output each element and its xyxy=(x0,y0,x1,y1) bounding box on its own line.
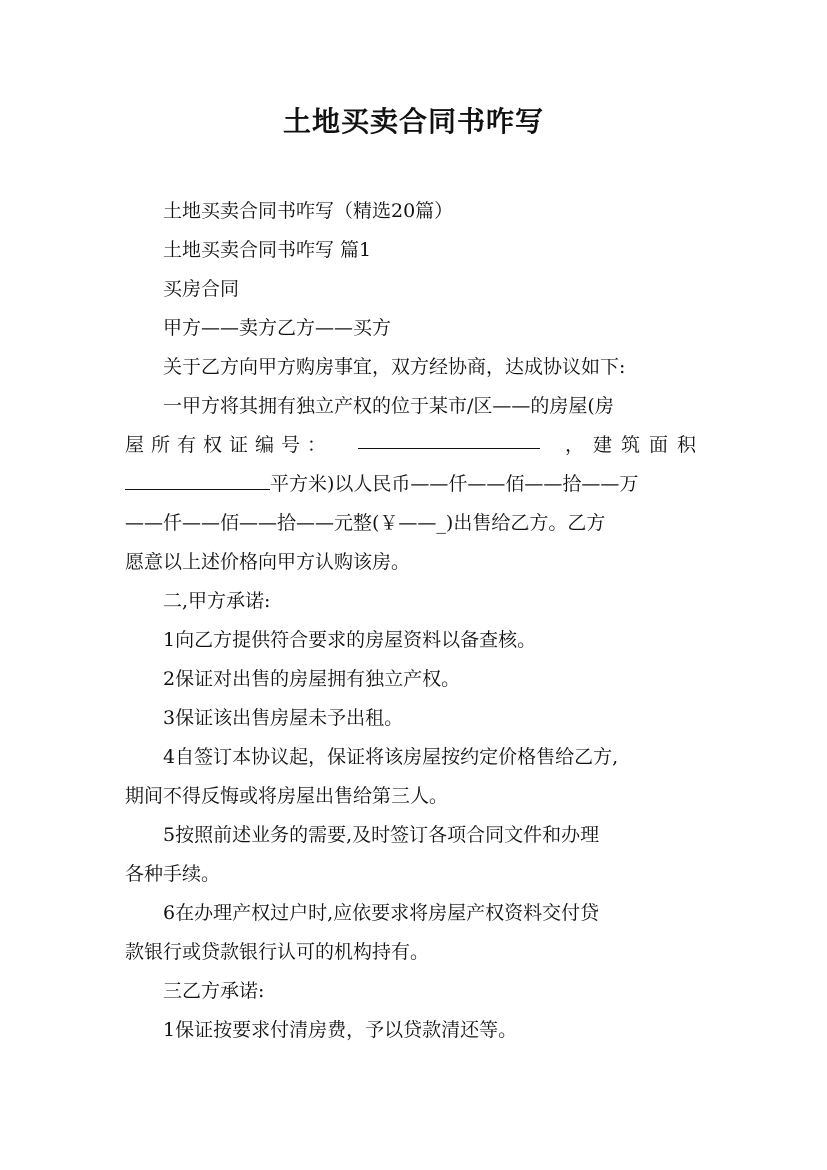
paragraph-promise-6 xyxy=(125,894,705,972)
promise-6-line-2: 款银行或贷款银行认可的机构持有。 xyxy=(125,941,430,963)
paragraph-parties: 甲方——卖方乙方——买方 xyxy=(163,317,392,339)
clause-one-line-4: ——仟——佰——拾——元整(￥——_)出售给乙方。乙方 xyxy=(125,512,606,534)
paragraph-subtitle: 土地买卖合同书咋写（精选20篇） xyxy=(163,200,454,222)
floor-area-blank xyxy=(125,467,270,490)
floor-area-label: ，建筑面积 xyxy=(564,434,705,456)
paragraph-party-b-promises: 三乙方承诺: xyxy=(163,980,265,1002)
paragraph-promise-1: 1向乙方提供符合要求的房屋资料以备查核。 xyxy=(163,629,537,651)
clause-one-line-1: 一甲方将其拥有独立产权的位于某市/区——的房屋(房 xyxy=(163,395,614,417)
clause-one-line-2 xyxy=(125,426,705,465)
paragraph-clause-one xyxy=(125,387,705,582)
paragraph-promise-5 xyxy=(125,816,705,894)
paragraph-party-b-promise-1: 1保证按要求付清房费，予以贷款清还等。 xyxy=(163,1019,518,1041)
paragraph-party-a-promises: 二,甲方承诺: xyxy=(163,590,271,612)
paragraph-promise-4 xyxy=(125,738,705,816)
promise-4-line-1: 4自签订本协议起，保证将该房屋按约定价格售给乙方, xyxy=(163,746,619,768)
paragraph-contract-name: 买房合同 xyxy=(163,278,240,300)
promise-4-line-2: 期间不得反悔或将房屋出售给第三人。 xyxy=(125,785,449,807)
certificate-number-label: 屋所有权证编号： xyxy=(125,434,334,456)
floor-area-price-text: 平方米)以人民币——仟——佰——拾——万 xyxy=(270,473,639,495)
certificate-number-blank xyxy=(358,426,540,449)
promise-5-line-2: 各种手续。 xyxy=(125,863,221,885)
paragraph-promise-2: 2保证对出售的房屋拥有独立产权。 xyxy=(163,668,461,690)
clause-one-line-3 xyxy=(125,465,705,504)
document-body xyxy=(125,192,705,1050)
document-title: 土地买卖合同书咋写 xyxy=(282,105,544,138)
promise-6-line-1: 6在办理产权过户时,应依要求将房屋产权资料交付贷 xyxy=(163,902,600,924)
promise-5-line-1: 5按照前述业务的需要,及时签订各项合同文件和办理 xyxy=(163,824,600,846)
paragraph-promise-3: 3保证该出售房屋未予出租。 xyxy=(163,707,404,729)
clause-one-line-5: 愿意以上述价格向甲方认购该房。 xyxy=(125,551,411,573)
paragraph-section-heading: 土地买卖合同书咋写 篇1 xyxy=(163,239,372,261)
paragraph-agreement-intro: 关于乙方向甲方购房事宜，双方经协商，达成协议如下: xyxy=(163,356,626,378)
